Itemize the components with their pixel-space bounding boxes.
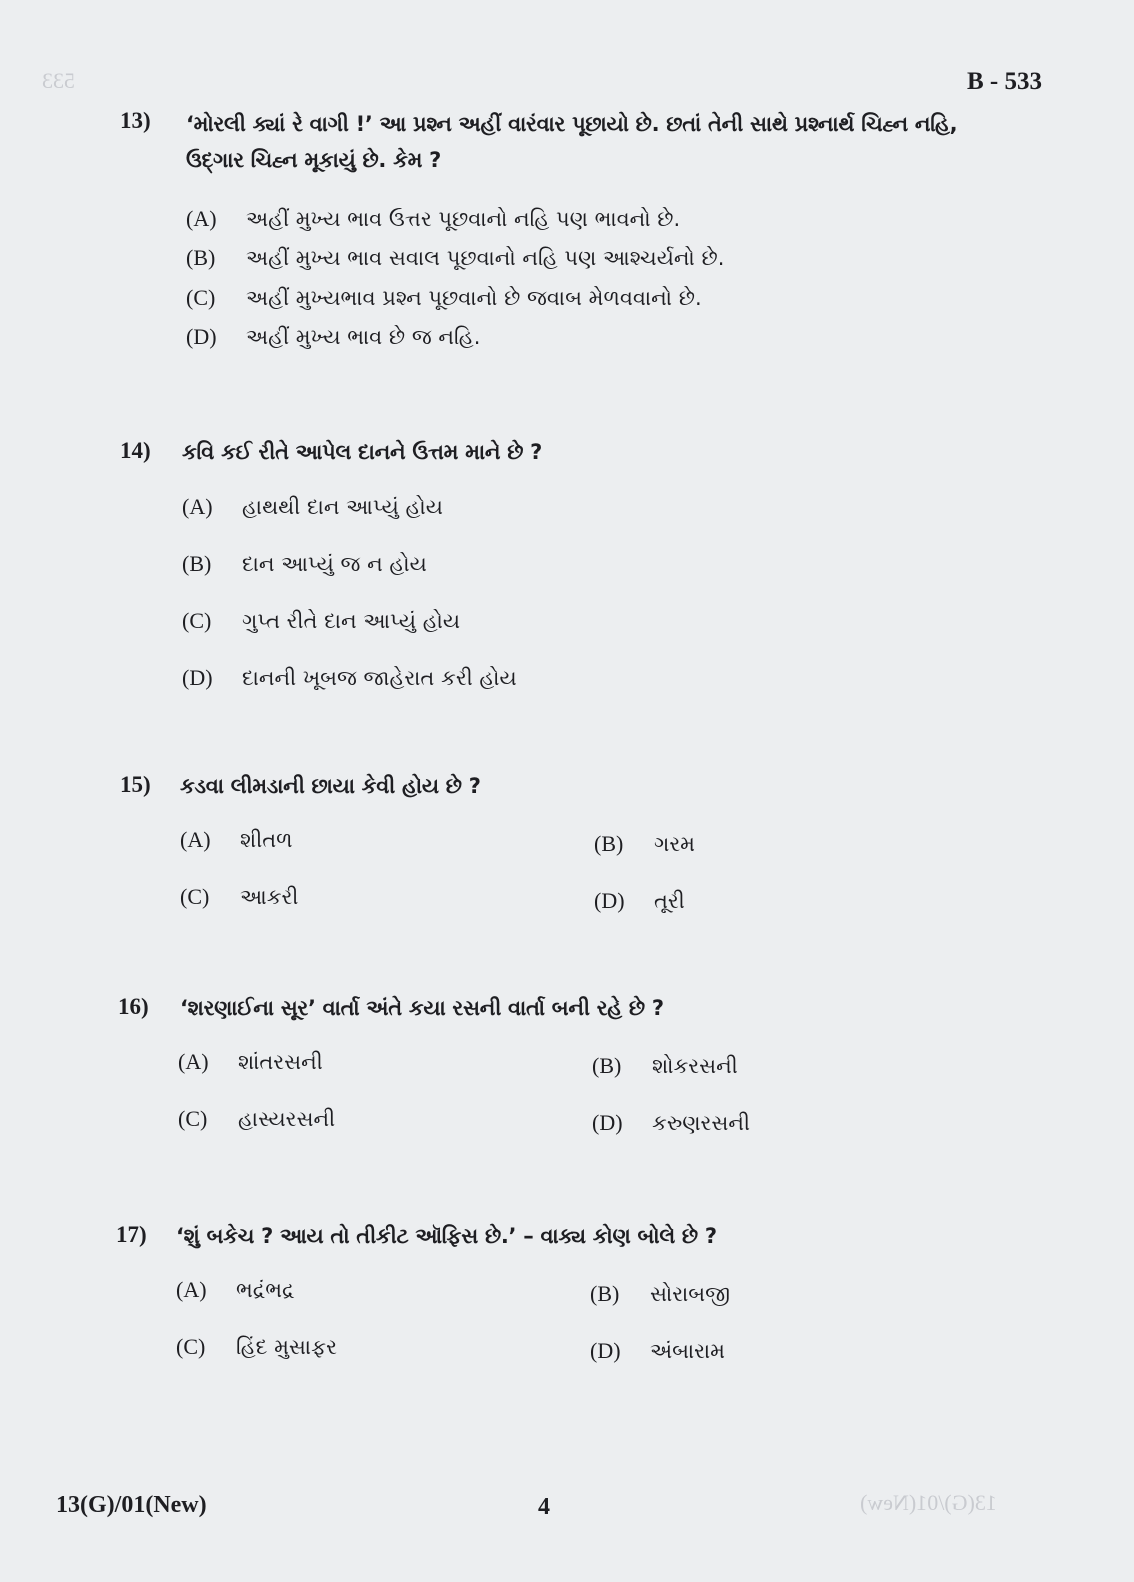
option-letter: (A) [178, 1049, 209, 1074]
option-text: ભદ્રંભદ્ર [236, 1278, 295, 1302]
option-d [590, 1338, 725, 1364]
option-letter: (B) [182, 551, 212, 576]
option-letter: (C) [180, 884, 210, 909]
option-a [186, 206, 680, 232]
paper-code: 13(G)/01(New) [56, 1492, 207, 1518]
option-b [186, 245, 724, 271]
question-number: 13) [120, 108, 151, 133]
option-d [186, 324, 480, 350]
option-text: દાનની ખૂબજ જાહેરાત કરી હોય [242, 666, 517, 690]
option-letter: (D) [590, 1338, 621, 1363]
option-text: ગરમ [654, 832, 696, 856]
question-text [186, 106, 1006, 178]
option-text: તૂરી [654, 889, 685, 913]
question-text: ‘શું બકેચ ? આય તો તીકીટ ઑફિસ છે.’ – વાક્ય કોણ બોલે છે ? [176, 1224, 717, 1248]
option-letter: (C) [176, 1334, 206, 1359]
option-d [182, 665, 517, 691]
option-letter: (B) [186, 245, 216, 270]
option-text: ગુપ્ત રીતે દાન આપ્યું હોય [242, 609, 461, 633]
option-a [180, 827, 293, 853]
bleed-through-mark: 13(G)/01(New) [860, 1490, 997, 1515]
page-code: B - 533 [967, 68, 1042, 95]
option-c [180, 884, 298, 910]
question-text: ‘શરણાઈના સૂર’ વાર્તા અંતે કયા રસની વાર્તા બની રહે છે ? [180, 996, 664, 1020]
option-letter: (B) [594, 831, 624, 856]
question-text: કડવા લીમડાની છાયા કેવી હોય છે ? [180, 774, 481, 798]
option-text: અહીં મુખ્યભાવ પ્રશ્ન પૂછવાનો છે જવાબ મેળવવાનો છે. [246, 286, 702, 310]
option-text: દાન આપ્યું જ ન હોય [242, 552, 427, 576]
option-d [592, 1110, 750, 1136]
option-text: શાંતરસની [238, 1050, 323, 1074]
option-letter: (A) [186, 206, 217, 231]
option-a [176, 1277, 294, 1303]
option-text: આકરી [240, 885, 299, 909]
option-text: હિંદ મુસાફર [236, 1335, 337, 1359]
option-b [590, 1281, 730, 1307]
option-b [182, 551, 427, 577]
option-text: શોકરસની [652, 1054, 738, 1078]
option-b [594, 831, 695, 857]
option-a [178, 1049, 323, 1075]
option-text: સોરાબજી [650, 1282, 731, 1306]
option-letter: (D) [186, 324, 217, 349]
option-d [594, 888, 685, 914]
option-b [592, 1053, 738, 1079]
option-c [178, 1106, 335, 1132]
option-a [182, 494, 443, 520]
question-number: 14) [120, 438, 151, 463]
option-letter: (A) [180, 827, 211, 852]
option-text: અંબારામ [650, 1339, 725, 1363]
option-letter: (B) [590, 1281, 620, 1306]
question-text: કવિ કઈ રીતે આપેલ દાનને ઉત્તમ માને છે ? [182, 440, 543, 464]
option-letter: (D) [182, 665, 213, 690]
question-number: 15) [120, 772, 151, 797]
question-number: 17) [116, 1222, 147, 1247]
option-letter: (C) [186, 285, 216, 310]
option-text: શીતળ [240, 828, 293, 852]
option-letter: (A) [182, 494, 213, 519]
option-letter: (C) [178, 1106, 208, 1131]
option-letter: (A) [176, 1277, 207, 1302]
option-text: હાથથી દાન આપ્યું હોય [242, 495, 443, 519]
option-letter: (B) [592, 1053, 622, 1078]
option-text: હાસ્યરસની [238, 1107, 336, 1131]
option-text: અહીં મુખ્ય ભાવ છે જ નહિ. [246, 325, 481, 349]
page-number: 4 [538, 1494, 550, 1520]
option-text: કરુણરસની [652, 1111, 751, 1135]
bleed-through-mark: 533 [42, 68, 75, 93]
question-number: 16) [118, 994, 149, 1019]
option-c [176, 1334, 337, 1360]
option-letter: (C) [182, 608, 212, 633]
option-text: અહીં મુખ્ય ભાવ સવાલ પૂછવાનો નહિ પણ આશ્ચર્યનો છે. [246, 246, 725, 270]
question-text-line: ‘મોરલી ક્યાં રે વાગી !’ આ પ્રશ્ન અહીં વારંવાર પૂછાયો છે. છતાં તેની સાથે પ્રશ્નાર્થ ચિહ્ન નહિ, [186, 112, 958, 136]
question-text-line: ઉદ્ગાર ચિહ્ન મૂકાયું છે. કેમ ? [186, 148, 442, 172]
option-text: અહીં મુખ્ય ભાવ ઉત્તર પૂછવાનો નહિ પણ ભાવનો છે. [246, 207, 681, 231]
option-c [186, 285, 702, 311]
option-letter: (D) [594, 888, 625, 913]
option-letter: (D) [592, 1110, 623, 1135]
option-c [182, 608, 460, 634]
